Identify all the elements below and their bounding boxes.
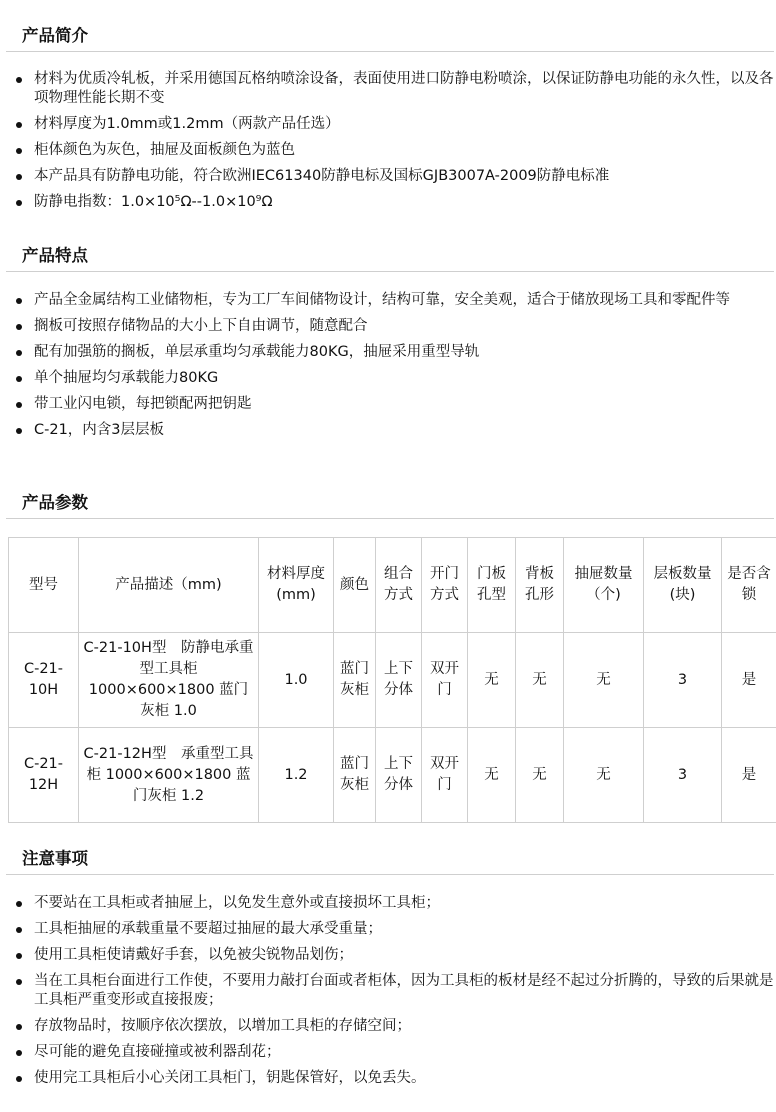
header-cell: 产品描述（mm) [79,538,259,633]
bullet-icon [16,901,22,907]
params-title: 产品参数 [22,493,88,512]
table-cell: 无 [516,633,564,728]
header-cell: 背板孔形 [516,538,564,633]
list-item: 使用完工具柜后小心关闭工具柜门，钥匙保管好，以免丢失。 [10,1069,774,1088]
features-list [10,291,774,447]
list-item: 工具柜抽屉的承载重量不要超过抽屉的最大承受重量； [10,920,774,939]
table-cell: 双开门 [422,633,468,728]
bullet-icon [16,1076,22,1082]
table-cell: 1.2 [259,728,334,823]
bullet-icon [16,200,22,206]
header-cell: 开门方式 [422,538,468,633]
table-cell: 3 [644,728,722,823]
list-item: 使用工具柜使请戴好手套，以免被尖锐物品划伤； [10,946,774,965]
header-cell: 型号 [9,538,79,633]
table-cell: 蓝门灰柜 [334,633,376,728]
list-item: 当在工具柜台面进行工作使，不要用力敲打台面或者柜体，因为工具柜的板材是经不起过分折腾的，导致的后果就是工具柜严重变形或直接报废； [10,972,774,1010]
bullet-icon [16,122,22,128]
table-cell: C-21-10H型 防静电承重型工具柜 1000×600×1800 蓝门灰柜 1.0 [79,633,259,728]
table-cell: 蓝门灰柜 [334,728,376,823]
header-cell: 组合方式 [376,538,422,633]
list-item: 单个抽屉均匀承载能力80KG [10,369,774,388]
list-item: C-21，内含3层层板 [10,421,774,440]
bullet-icon [16,927,22,933]
list-item: 材料为优质冷轧板，并采用德国瓦格纳喷涂设备，表面使用进口防静电粉喷涂，以保证防静电功能的永久性，以及各项物理性能长期不变 [10,70,774,108]
table-cell: 无 [468,728,516,823]
list-item: 带工业闪电锁，每把锁配两把钥匙 [10,395,774,414]
list-item: 配有加强筋的搁板，单层承重均匀承载能力80KG，抽屉采用重型导轨 [10,343,774,362]
header-cell: 层板数量(块) [644,538,722,633]
params-table [8,537,776,823]
bullet-icon [16,402,22,408]
bullet-icon [16,953,22,959]
features-title: 产品特点 [22,246,88,265]
bullet-icon [16,298,22,304]
table-header-row [9,538,776,633]
bullet-icon [16,428,22,434]
intro-list [10,70,774,219]
list-item: 不要站在工具柜或者抽屉上，以免发生意外或直接损坏工具柜； [10,894,774,913]
list-item: 尽可能的避免直接碰撞或被利器刮花； [10,1043,774,1062]
intro-title: 产品简介 [22,26,88,45]
table-cell: 是 [722,633,776,728]
bullet-icon [16,350,22,356]
table-cell: 3 [644,633,722,728]
bullet-icon [16,324,22,330]
table-cell: 无 [564,728,644,823]
table-cell: C-21-12H型 承重型工具柜 1000×600×1800 蓝门灰柜 1.2 [79,728,259,823]
bullet-icon [16,174,22,180]
list-item: 防静电指数：1.0×10⁵Ω--1.0×10⁹Ω [10,193,774,212]
notes-list [10,894,774,1095]
list-item: 产品全金属结构工业储物柜，专为工厂车间储物设计，结构可靠，安全美观，适合于储放现场工具和零配件等 [10,291,774,310]
table-row [9,633,776,728]
table-cell: 上下分体 [376,728,422,823]
table-cell: 1.0 [259,633,334,728]
bullet-icon [16,979,22,985]
bullet-icon [16,376,22,382]
bullet-icon [16,77,22,83]
header-cell: 是否含锁 [722,538,776,633]
list-item: 搁板可按照存储物品的大小上下自由调节，随意配合 [10,317,774,336]
list-item: 柜体颜色为灰色，抽屉及面板颜色为蓝色 [10,141,774,160]
features-header [6,245,774,272]
table-cell: 无 [468,633,516,728]
intro-header [6,25,774,52]
bullet-icon [16,148,22,154]
table-cell: 双开门 [422,728,468,823]
list-item: 存放物品时，按顺序依次摆放，以增加工具柜的存储空间； [10,1017,774,1036]
header-cell: 材料厚度(mm) [259,538,334,633]
list-item: 材料厚度为1.0mm或1.2mm（两款产品任选） [10,115,774,134]
notes-header [6,848,774,875]
list-item: 本产品具有防静电功能，符合欧洲IEC61340防静电标及国标GJB3007A-2009防静电标准 [10,167,774,186]
table-cell: 是 [722,728,776,823]
bullet-icon [16,1024,22,1030]
header-cell: 门板孔型 [468,538,516,633]
table-row [9,728,776,823]
notes-title: 注意事项 [22,849,88,868]
header-cell: 颜色 [334,538,376,633]
table-cell: 上下分体 [376,633,422,728]
header-cell: 抽屉数量（个) [564,538,644,633]
table-cell: 无 [516,728,564,823]
table-cell: 无 [564,633,644,728]
table-cell: C-21-12H [9,728,79,823]
bullet-icon [16,1050,22,1056]
params-header [6,492,774,519]
table-cell: C-21-10H [9,633,79,728]
